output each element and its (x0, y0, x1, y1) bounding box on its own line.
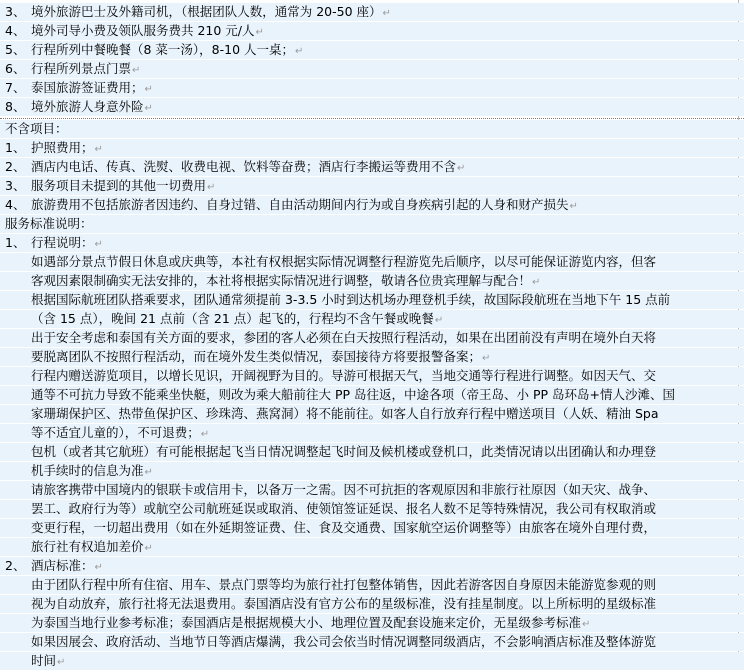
paragraph-text: 罢工、政府行为等）或航空公司航班延误或取消、使领馆签证延误、报名人数不足等特殊情况，我公司有权取消或 (31, 501, 657, 516)
paragraph-line (0, 291, 744, 309)
paragraph-mark-icon: ↵ (144, 84, 153, 95)
paragraph-mark-icon: ↵ (94, 239, 103, 250)
paragraph-text: 客观因素限制确实无法安排的，本社将根据实际情况进行调整，敬请各位贵宾理解与配合！↵ (31, 273, 541, 288)
list-number: 2、 (5, 159, 26, 174)
paragraph-text: 如果因展会、政府活动、当地节日等酒店爆满，我公司会依当时情况调整同级酒店，不会影响酒店标准及整体游览 (31, 634, 657, 649)
paragraph-mark-icon: ↵ (200, 429, 210, 440)
list-number: 3、 (5, 178, 26, 193)
paragraph-text: 根据国际航班团队搭乘要求，团队通常须提前 3-3.5 小时到达机场办理登机手续，故国际段航班在当地下午 15 点前 (31, 292, 671, 307)
paragraph-mark-icon: ↵ (532, 277, 541, 288)
heading-text: 服务标准说明： (5, 216, 93, 231)
paragraph-text: 如遇部分景点节假日休息或庆典等，本社有权根据实际情况调整行程游览先后顺序，以尽可能保证游览内容，但客 (31, 254, 657, 269)
paragraph-line (0, 367, 744, 385)
paragraph-line (0, 329, 744, 347)
list-item (0, 139, 744, 157)
paragraph-line (0, 614, 744, 632)
list-item-text: 境外旅游人身意外险↵ (31, 99, 153, 114)
list-number: 5、 (5, 42, 26, 57)
paragraph-line (0, 405, 744, 423)
paragraph-text: 由于团队行程中所有住宿、用车、景点门票等均为旅行社打包整体销售，因此若游客因自身原因未能游览参观的则 (31, 577, 657, 592)
paragraph-text: 包机（或者其它航班）有可能根据起飞当日情况调整起飞时间及候机楼或登机口，此类情况请以出团确认和办理登 (31, 444, 657, 459)
paragraph-mark-icon: ↵ (482, 353, 491, 364)
paragraph-mark-icon: ↵ (144, 103, 153, 114)
paragraph-mark-icon: ↵ (382, 8, 391, 19)
paragraph-text: 通等不可抗力导致不能乘坐快艇，则改为乘大船前往大 PP 岛往返，中途各项（帝王岛、小 PP 岛环岛+情人沙滩、国 (31, 387, 676, 402)
paragraph-mark-icon: ↵ (57, 657, 66, 668)
paragraph-line (0, 633, 744, 651)
list-item-text: 境外司导小费及领队服务费共 210 元/人↵ (31, 23, 264, 38)
subsection-title: 行程说明：↵ (31, 235, 103, 250)
paragraph-mark-icon: ↵ (132, 65, 141, 76)
paragraph-text: 旅行社有权追加差价↵ (31, 539, 153, 554)
paragraph-mark-icon: ↵ (94, 562, 103, 573)
paragraph-line (0, 310, 744, 328)
paragraph-text: 等不适宜儿童的），不可退费；↵ (31, 425, 210, 440)
paragraph-text: 请旅客携带中国境内的银联卡或信用卡，以备万一之需。因不可抗拒的客观原因和非旅行社原因（如天灾、战争、 (31, 482, 657, 497)
list-number: 6、 (5, 61, 26, 76)
subsection-title: 酒店标准：↵ (31, 558, 103, 573)
list-item (0, 3, 744, 21)
paragraph-line (0, 424, 744, 442)
paragraph-line (0, 462, 744, 480)
paragraph-mark-icon: ↵ (582, 619, 591, 630)
paragraph-text: 行程内赠送游览项目，以增长见识，开阔视野为目的。导游可根据天气，当地交通等行程进行调整。如因天气、交 (31, 368, 657, 383)
list-number: 1、 (5, 235, 26, 250)
paragraph-text: 时间↵ (31, 653, 66, 668)
list-number: 3、 (5, 4, 26, 19)
list-number: 4、 (5, 197, 26, 212)
paragraph-line (0, 272, 744, 290)
paragraph-line (0, 386, 744, 404)
list-item-text: 泰国旅游签证费用；↵ (31, 80, 153, 95)
paragraph-mark-icon: ↵ (569, 201, 578, 212)
section-heading (0, 215, 744, 233)
list-item (0, 177, 744, 195)
paragraph-line (0, 253, 744, 271)
paragraph-text: 家珊瑚保护区、热带鱼保护区、珍珠湾、燕窝洞）将不能前往。如客人自行放弃行程中赠送项目（人妖、精油 Spa (31, 406, 659, 421)
list-item-text: 酒店内电话、传真、洗熨、收费电视、饮料等奋费；酒店行李搬运等费用不含↵ (31, 159, 466, 174)
paragraph-mark-icon: ↵ (207, 182, 216, 193)
paragraph-text: 要脱离团队不按照行程活动，而在境外发生类似情况，泰国接待方将要报警备案；↵ (31, 349, 491, 364)
list-item-text: 护照费用；↵ (31, 140, 103, 155)
heading-text: 不含项目： (5, 121, 68, 136)
list-number: 7、 (5, 80, 26, 95)
paragraph-line (0, 652, 744, 670)
list-item (0, 41, 744, 59)
list-item-text: 服务项目未提到的其他一切费用↵ (31, 178, 216, 193)
list-item-text: 旅游费用不包括旅游者因违约、自身过错、自由活动期间内行为或自身疾病引起的人身和财产损失↵ (31, 197, 578, 212)
paragraph-text: （含 15 点），晚间 21 点前（含 21 点）起飞的，行程均不含午餐或晚餐↵ (31, 311, 444, 326)
list-number: 4、 (5, 23, 26, 38)
paragraph-line (0, 595, 744, 613)
list-item-text: 境外旅游巴士及外籍司机，（根据团队人数，通常为 20-50 座）↵ (31, 4, 391, 19)
paragraph-line (0, 443, 744, 461)
paragraph-line (0, 481, 744, 499)
paragraph-line (0, 500, 744, 518)
subsection-heading (0, 557, 744, 575)
paragraph-text: 变更行程，一切超出费用（如在外延期签证费、住、食及交通费、国家航空运价调整等）由旅客在境外自理付费， (31, 520, 657, 535)
list-number: 2、 (5, 558, 26, 573)
list-item (0, 98, 744, 116)
section-heading (0, 120, 744, 138)
paragraph-mark-icon: ↵ (144, 543, 153, 554)
list-item (0, 60, 744, 78)
paragraph-text: 机手续时的信息为准↵ (31, 463, 153, 478)
list-item-text: 行程所列中餐晚餐（8 菜一汤），8-10 人一桌；↵ (31, 42, 304, 57)
paragraph-mark-icon: ↵ (255, 27, 264, 38)
paragraph-mark-icon: ↵ (94, 144, 103, 155)
list-item (0, 158, 744, 176)
list-item (0, 196, 744, 214)
section-divider (0, 118, 744, 119)
paragraph-text: 出于安全考虑和泰国有关方面的要求，参团的客人必须在白天按照行程活动，如果在出团前没有声明在境外白天将 (31, 330, 657, 345)
paragraph-mark-icon: ↵ (457, 163, 466, 174)
paragraph-text: 视为自动放弃，旅行社将无法退费用。泰国酒店没有官方公布的星级标准，没有挂星制度。以上所标明的星级标准 (31, 596, 657, 611)
paragraph-text: 为泰国当地行业参考标准；泰国酒店是根据规模大小、地理位置及配套设施来定价，无星级参考标准↵ (31, 615, 591, 630)
paragraph-mark-icon: ↵ (434, 315, 444, 326)
list-number: 8、 (5, 99, 26, 114)
paragraph-line (0, 576, 744, 594)
paragraph-line (0, 519, 744, 537)
paragraph-line (0, 348, 744, 366)
list-item (0, 79, 744, 97)
list-item (0, 22, 744, 40)
paragraph-mark-icon: ↵ (295, 46, 304, 57)
subsection-heading (0, 234, 744, 252)
list-item-text: 行程所列景点门票↵ (31, 61, 141, 76)
list-number: 1、 (5, 140, 26, 155)
paragraph-line (0, 538, 744, 556)
paragraph-mark-icon: ↵ (144, 467, 153, 478)
